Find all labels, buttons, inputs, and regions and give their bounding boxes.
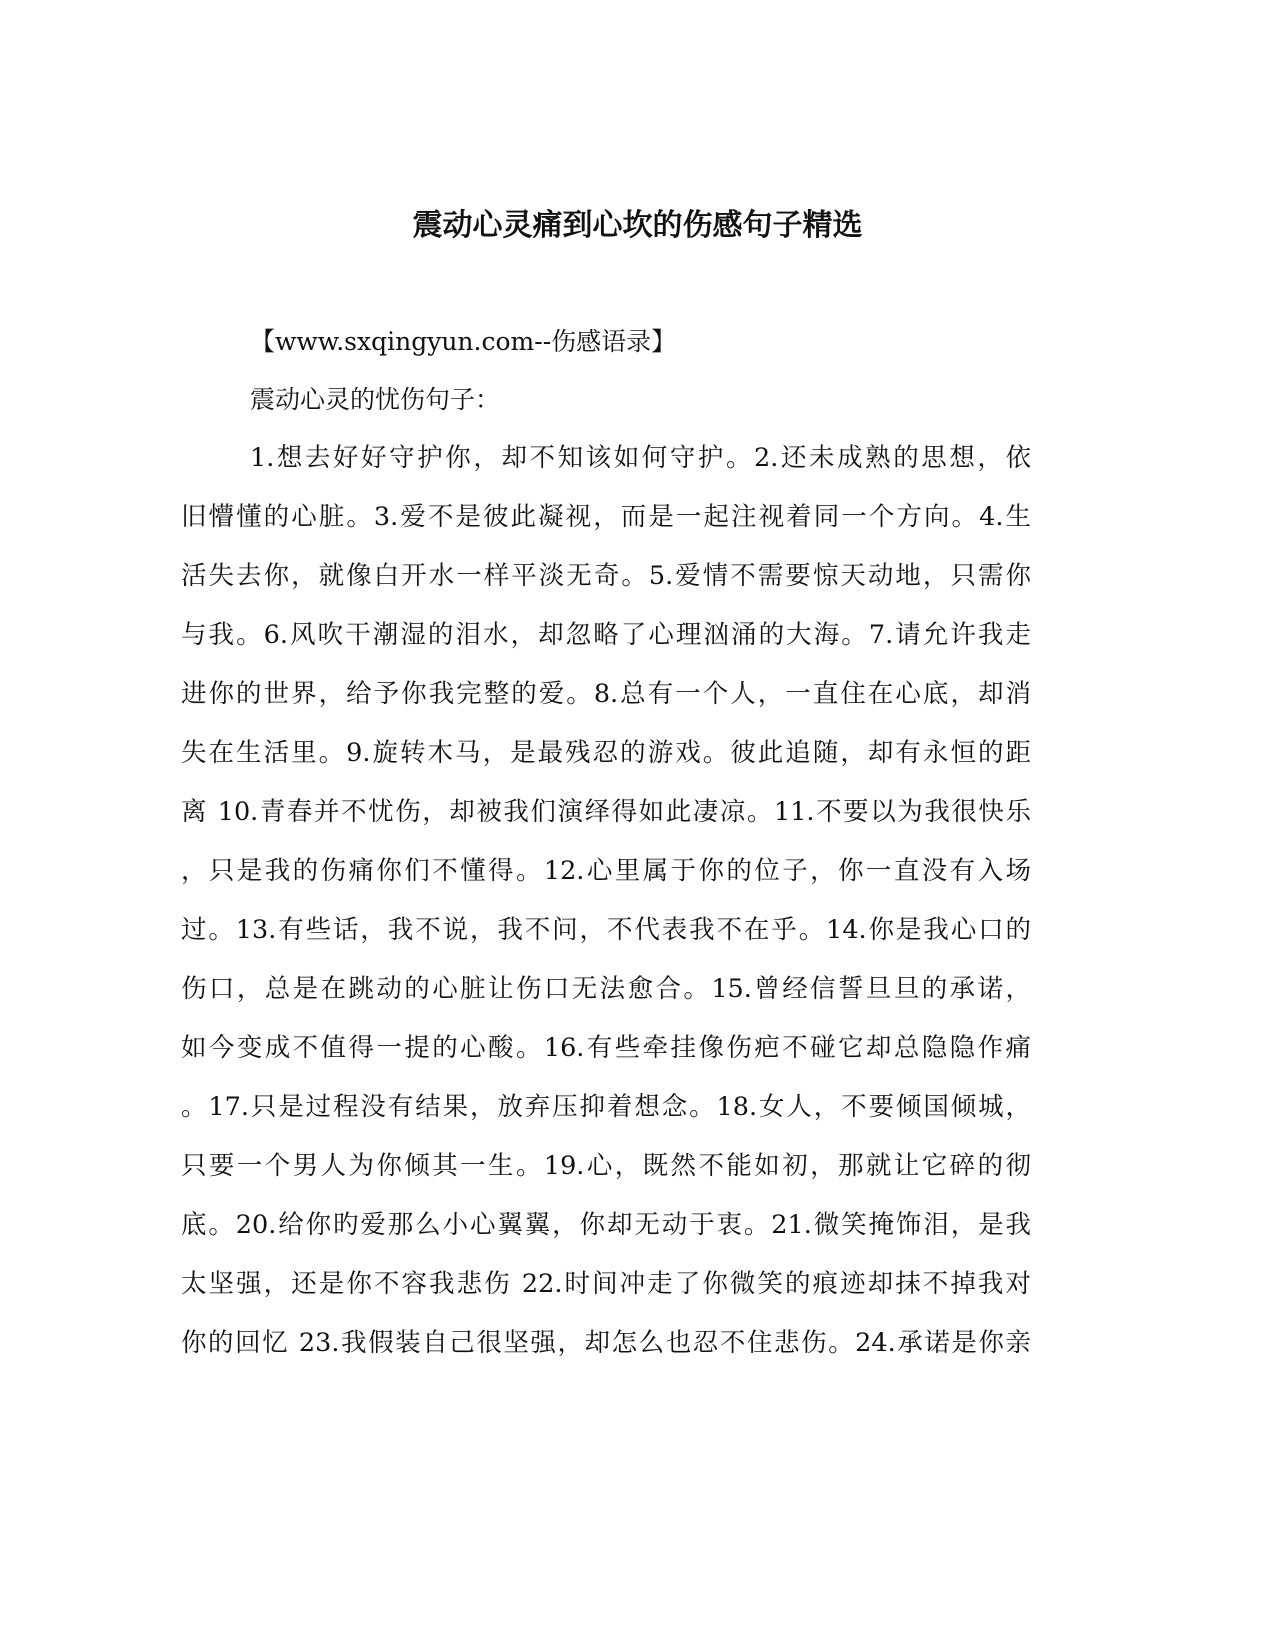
body-line: 失在生活里。9.旋转木马，是最残忍的游戏。彼此追随，却有永恒的距 [181, 738, 1031, 768]
document-title: 震动心灵痛到心坎的伤感句子精选 [412, 208, 863, 243]
body-line: ，只是我的伤痛你们不懂得。12.心里属于你的位子，你一直没有入场 [181, 856, 1031, 886]
body-line: 与我。6.风吹干潮湿的泪水，却忽略了心理汹涌的大海。7.请允许我走 [181, 620, 1031, 650]
subheading: 震动心灵的忧伤句子： [250, 385, 501, 414]
body-line: 伤口，总是在跳动的心脏让伤口无法愈合。15.曾经信誓旦旦的承诺， [181, 974, 1031, 1004]
body-line: 如今变成不值得一提的心酸。16.有些牵挂像伤疤不碰它却总隐隐作痛 [181, 1033, 1031, 1063]
body-line: 你的回忆 23.我假装自己很坚强，却怎么也忍不住悲伤。24.承诺是你亲 [181, 1328, 1031, 1358]
body-line: 离 10.青春并不忧伤，却被我们演绎得如此凄凉。11.不要以为我很快乐 [181, 797, 1031, 827]
body-line: 太坚强，还是你不容我悲伤 22.时间冲走了你微笑的痕迹却抹不掉我对 [181, 1269, 1031, 1299]
body-line: 过。13.有些话，我不说，我不问，不代表我不在乎。14.你是我心口的 [181, 915, 1031, 945]
source-tag: 【www.sxqingyun.com--伤感语录】 [250, 327, 677, 356]
body-line: 旧懵懂的心脏。3.爱不是彼此凝视，而是一起注视着同一个方向。4.生 [181, 502, 1031, 532]
body-line: 。17.只是过程没有结果，放弃压抑着想念。18.女人，不要倾国倾城， [181, 1092, 1031, 1122]
body-line: 底。20.给你旳爱那么小心翼翼，你却无动于衷。21.微笑掩饰泪，是我 [181, 1210, 1031, 1240]
body-line: 1.想去好好守护你，却不知该如何守护。2.还未成熟的思想，依 [250, 443, 1031, 473]
body-line: 活失去你，就像白开水一样平淡无奇。5.爱情不需要惊天动地，只需你 [181, 561, 1031, 591]
body-line: 只要一个男人为你倾其一生。19.心，既然不能如初，那就让它碎的彻 [181, 1151, 1031, 1181]
body-line: 进你的世界，给予你我完整的爱。8.总有一个人，一直住在心底，却消 [181, 679, 1031, 709]
